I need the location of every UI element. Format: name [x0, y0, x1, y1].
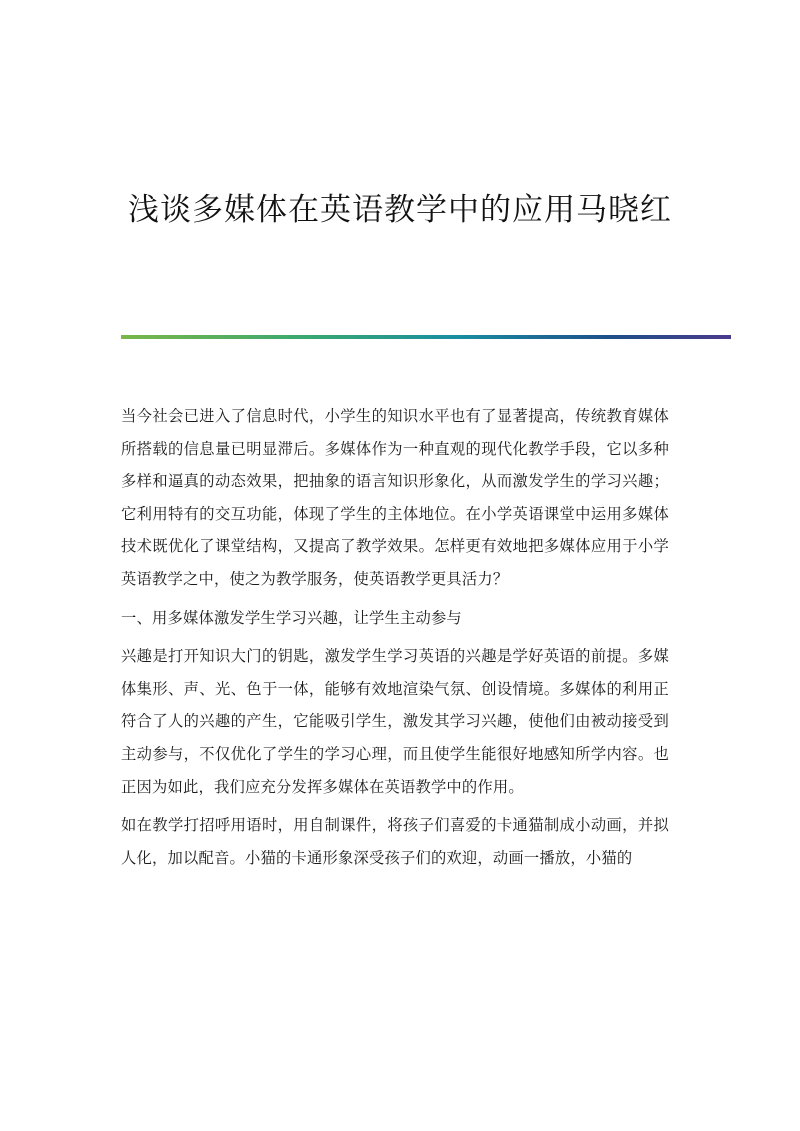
paragraph-example: 如在教学打招呼用语时，用自制课件，将孩子们喜爱的卡通猫制成小动画，并拟人化，加以配音。小猫的卡通形象深受孩子们的欢迎，动画一播放，小猫的 [121, 816, 669, 867]
title-divider [121, 335, 731, 339]
paragraph-interest: 兴趣是打开知识大门的钥匙，激发学生学习英语的兴趣是学好英语的前提。多媒体集形、声、光、色于一体，能够有效地渲染气氛、创设情境。多媒体的利用正符合了人的兴趣的产生，它能吸引学生，激发其学习兴趣，使他们由被动接受到主动参与，不仅优化了学生的学习心理，而且使学生能很好地感知所学内容。也正因为如此，我们应充分发挥多媒体在英语教学中的作用。 [121, 647, 669, 796]
section-heading-1: 一、用多媒体激发学生学习兴趣，让学生主动参与 [121, 608, 462, 627]
document-title: 浅谈多媒体在英语教学中的应用马晓红 [128, 192, 672, 228]
document-body [121, 400, 669, 880]
paragraph-intro: 当今社会已进入了信息时代，小学生的知识水平也有了显著提高，传统教育媒体所搭载的信息量已明显滞后。多媒体作为一种直观的现代化教学手段，它以多种多样和逼真的动态效果，把抽象的语言知识形象化，从而激发学生的学习兴趣；它利用特有的交互功能，体现了学生的主体地位。在小学英语课堂中运用多媒体技术既优化了课堂结构，又提高了教学效果。怎样更有效地把多媒体应用于小学英语教学之中，使之为教学服务，使英语教学更具活力？ [121, 407, 669, 588]
